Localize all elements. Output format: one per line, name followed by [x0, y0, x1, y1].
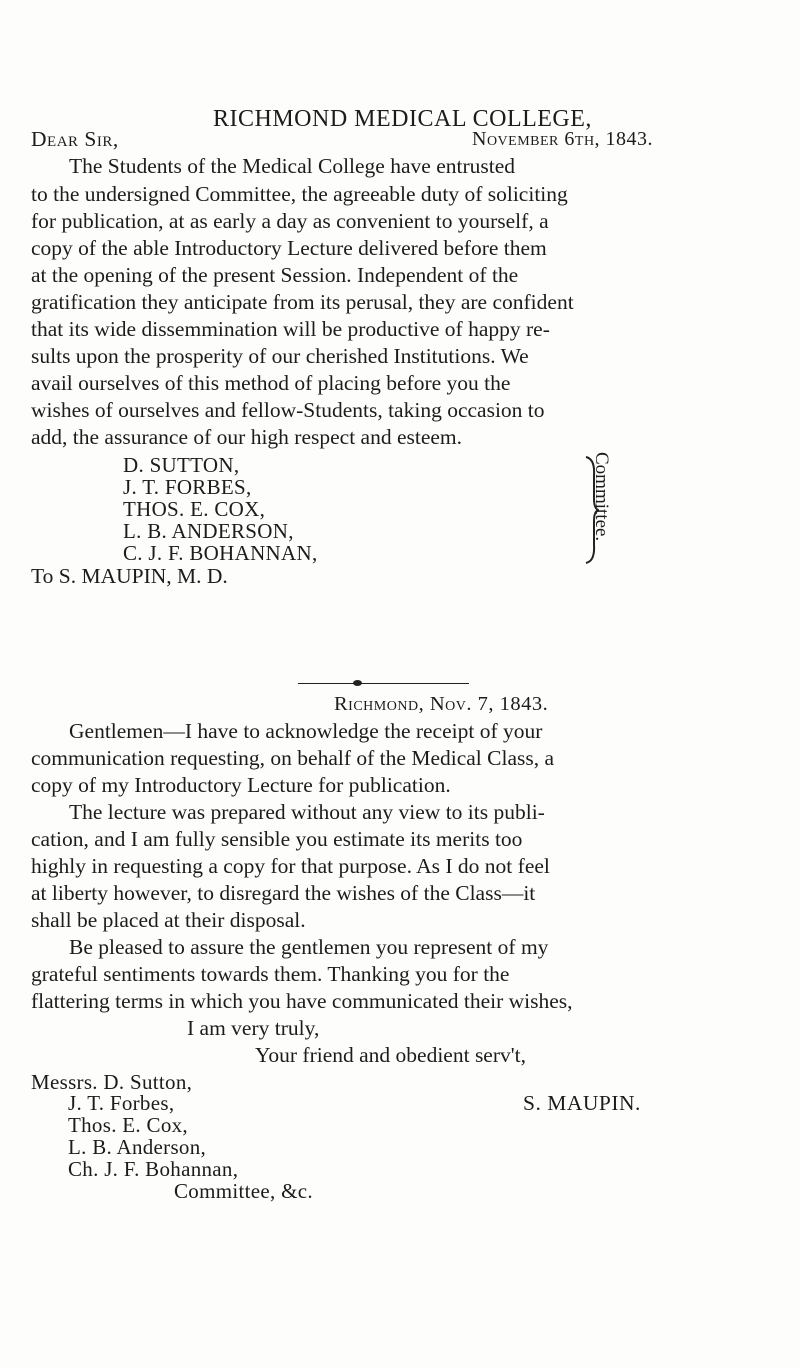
- letter2-line: grateful sentiments towards them. Thanking you for the: [31, 962, 510, 986]
- letter2-addressee: Thos. E. Cox,: [68, 1113, 188, 1137]
- letter2-line: at liberty however, to disregard the wishes of the Class—it: [31, 881, 536, 905]
- letter2-line: Gentlemen—I have to acknowledge the receipt of your: [69, 719, 543, 743]
- letter2-addressee: J. T. Forbes,: [68, 1091, 175, 1115]
- divider-ornament: [353, 680, 362, 686]
- letter2-line: The lecture was prepared without any view to its publi-: [69, 800, 545, 824]
- committee-label: Committee.: [591, 452, 612, 542]
- letter2-line: flattering terms in which you have communicated their wishes,: [31, 989, 573, 1013]
- letter2-date: Richmond, Nov. 7, 1843.: [334, 693, 549, 715]
- letter2-addressee: Messrs. D. Sutton,: [31, 1070, 193, 1094]
- letter2-line: copy of my Introductory Lecture for publication.: [31, 773, 451, 797]
- signatory: C. J. F. BOHANNAN,: [123, 541, 318, 565]
- letter2-line: shall be placed at their disposal.: [31, 908, 306, 932]
- letter2-line: highly in requesting a copy for that purpose. As I do not feel: [31, 854, 550, 878]
- signatory: D. SUTTON,: [123, 453, 240, 477]
- signatory: L. B. ANDERSON,: [123, 519, 294, 543]
- signatory: J. T. FORBES,: [123, 475, 252, 499]
- letter1-line: for publication, at as early a day as convenient to yourself, a: [31, 209, 549, 233]
- signatory: THOS. E. COX,: [123, 497, 266, 521]
- letter2-line: Be pleased to assure the gentlemen you represent of my: [69, 935, 549, 959]
- letter1-line: wishes of ourselves and fellow-Students, taking occasion to: [31, 398, 545, 422]
- letter2-addressee: Ch. J. F. Bohannan,: [68, 1157, 239, 1181]
- salutation: Dear Sir,: [31, 127, 119, 151]
- letter1-line: gratification they anticipate from its perusal, they are confident: [31, 290, 574, 314]
- letter1-line: to the undersigned Committee, the agreeable duty of soliciting: [31, 182, 568, 206]
- letter1-line: avail ourselves of this method of placing before you the: [31, 371, 511, 395]
- closing-line: I am very truly,: [187, 1016, 320, 1040]
- letter2-addressee: Committee, &c.: [174, 1179, 313, 1203]
- letter2-line: cation, and I am fully sensible you estimate its merits too: [31, 827, 523, 851]
- signature: S. MAUPIN.: [523, 1091, 641, 1115]
- letter2-line: communication requesting, on behalf of the Medical Class, a: [31, 746, 555, 770]
- letter1-line: The Students of the Medical College have entrusted: [69, 154, 515, 178]
- closing-line: Your friend and obedient serv't,: [255, 1043, 526, 1067]
- letter1-line: sults upon the prosperity of our cherished Institutions. We: [31, 344, 529, 368]
- letter1-line: add, the assurance of our high respect and esteem.: [31, 425, 463, 449]
- letter1-line: at the opening of the present Session. Independent of the: [31, 263, 519, 287]
- addressee: To S. MAUPIN, M. D.: [31, 564, 228, 588]
- college-heading: RICHMOND MEDICAL COLLEGE,: [213, 106, 592, 132]
- letter1-line: copy of the able Introductory Lecture delivered before them: [31, 236, 547, 260]
- letter1-date: November 6th, 1843.: [472, 128, 654, 150]
- letter2-addressee: L. B. Anderson,: [68, 1135, 207, 1159]
- section-divider: [298, 683, 469, 684]
- letter1-line: that its wide dissemmination will be productive of happy re-: [31, 317, 550, 341]
